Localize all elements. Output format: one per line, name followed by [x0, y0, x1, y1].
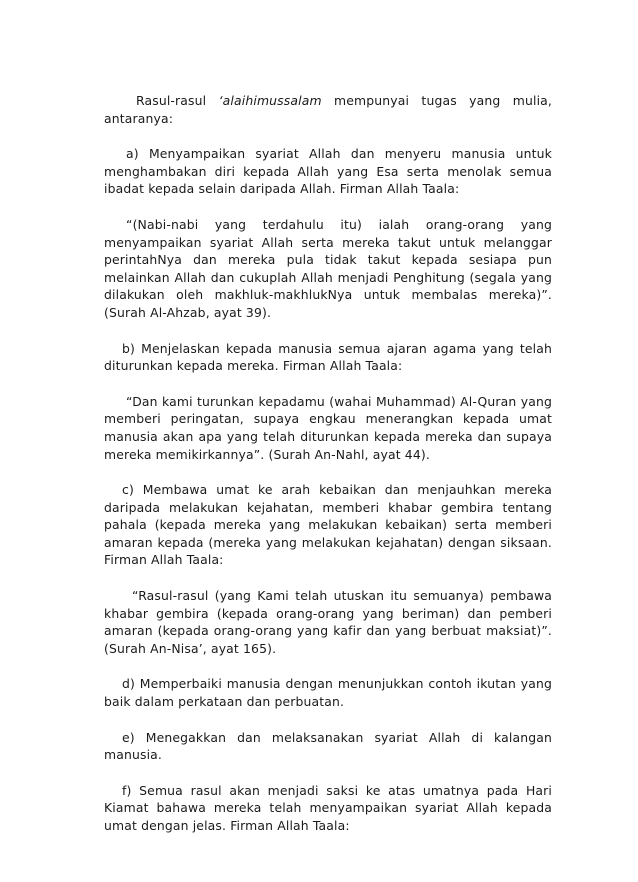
point-b-paragraph: b) Menjelaskan kepada manusia semua ajaran agama yang telah diturunkan kepada mereka. Firman Allah Taala:: [104, 340, 552, 374]
quote-c-paragraph: “Rasul-rasul (yang Kami telah utuskan itu semuanya) pembawa khabar gembira (kepada orang-orang yang beriman) dan pemberi amaran (kepada orang-orang yang kafir dan yang berbuat maksiat)”. (Surah An-Nisa’, ayat 165).: [104, 588, 552, 656]
quote-b-paragraph: “Dan kami turunkan kepadamu (wahai Muhammad) Al-Quran yang memberi peringatan, supaya engkau menerangkan kepada umat manusia akan apa yang telah diturunkan kepada mereka dan supaya mereka memikirkannya”. (Surah An-Nahl, ayat 44).: [104, 393, 552, 462]
quote-a-paragraph: “(Nabi-nabi yang terdahulu itu) ialah orang-orang yang menyampaikan syariat Allah serta mereka takut untuk melanggar perintahNya dan mereka pula tidak takut kepada sesiapa pun melainkan Allah dan cukuplah Allah menjadi Penghitung (segala yang dilakukan oleh makhluk-makhlukNya untuk membalas mereka)”. (Surah Al-Ahzab, ayat 39).: [104, 216, 552, 320]
intro-italic-term: ‘alaihimussalam: [218, 93, 322, 108]
point-c-paragraph: c) Membawa umat ke arah kebaikan dan menjauhkan mereka daripada melakukan kejahatan, memberi khabar gembira tentang pahala (kepada mereka yang melakukan kebaikan) serta memberi amaran kepada (mereka yang melakukan kejahatan) dengan siksaan. Firman Allah Taala:: [104, 482, 552, 568]
point-d-paragraph: d) Memperbaiki manusia dengan menunjukkan contoh ikutan yang baik dalam perkataan dan perbuatan.: [104, 676, 552, 710]
point-f-paragraph: f) Semua rasul akan menjadi saksi ke atas umatnya pada Hari Kiamat bahawa mereka telah menyampaikan syariat Allah kepada umat dengan jelas. Firman Allah Taala:: [104, 782, 552, 833]
intro-suffix: mempunyai tugas yang mulia, antaranya:: [104, 93, 552, 126]
point-a-paragraph: a) Menyampaikan syariat Allah dan menyeru manusia untuk menghambakan diri kepada Allah yang Esa serta menolak semua ibadat kepada selain daripada Allah. Firman Allah Taala:: [104, 146, 552, 197]
point-e-paragraph: e) Menegakkan dan melaksanakan syariat Allah di kalangan manusia.: [104, 729, 552, 763]
intro-prefix: Rasul-rasul: [136, 93, 219, 108]
document-page: [104, 92, 552, 835]
intro-paragraph: [104, 92, 552, 127]
